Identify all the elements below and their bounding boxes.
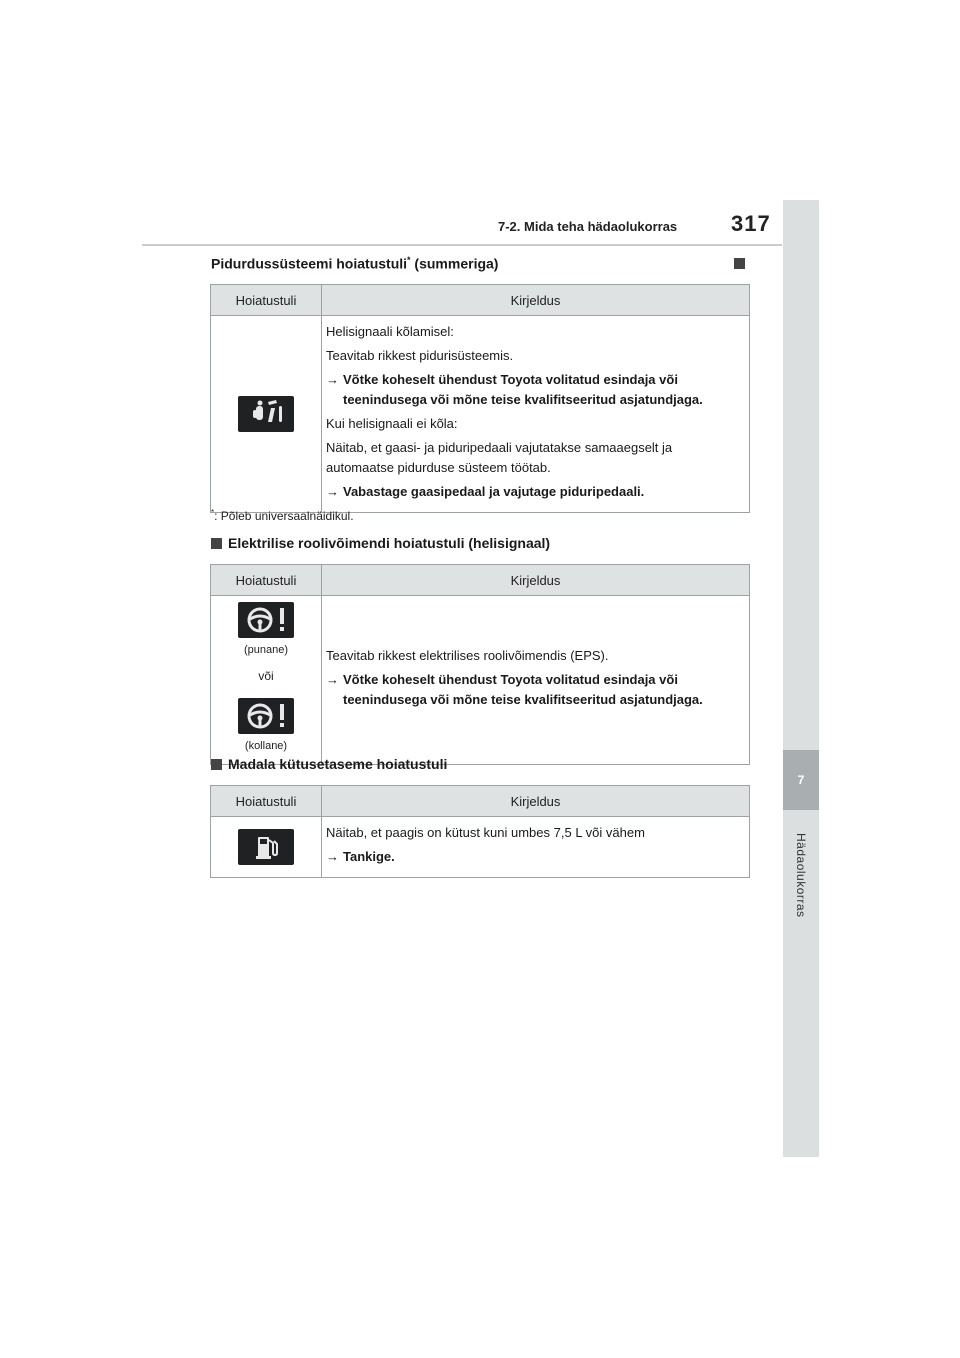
chapter-side-tab — [783, 200, 819, 1157]
text-line: Helisignaali kõlamisel: — [326, 324, 454, 339]
text-line: Näitab, et paagis on kütust kuni umbes 7,5 L või vähem — [326, 825, 645, 840]
chapter-number-tab[interactable]: 7 — [783, 750, 819, 810]
footnote-mark: * — [211, 508, 215, 517]
fuel-warning-table — [210, 785, 750, 878]
bullet-square-icon — [211, 538, 222, 549]
action-text: Võtke koheselt ühendust Toyota volitatud esindaja või teenindusega või mõne teise kvalifitseeritud asjatundjaga. — [343, 372, 703, 407]
action-line — [326, 370, 743, 410]
action-text: Tankige. — [343, 849, 395, 864]
col-header-description: Kirjeldus — [322, 786, 750, 817]
chapter-label — [790, 820, 812, 930]
action-line — [326, 670, 743, 710]
eps-warning-table — [210, 564, 750, 765]
description-cell — [322, 316, 750, 513]
caption-red: (punane) — [243, 644, 289, 656]
action-line — [326, 847, 743, 867]
table-row — [211, 316, 750, 513]
header-rule — [142, 244, 782, 246]
col-header-light: Hoiatustuli — [211, 565, 322, 596]
footnote-text: : Põleb universaalnäidikul. — [214, 509, 354, 523]
section-title-brake-suffix: (summeriga) — [410, 255, 499, 272]
text-line: Näitab, et gaasi- ja piduripedaali vajutatakse samaaegselt ja automaatse pidurduse süsteem töötab. — [326, 440, 673, 475]
arrow-icon: → — [326, 372, 339, 387]
page-number: 317 — [731, 211, 771, 236]
brake-warning-table — [210, 284, 750, 513]
arrow-icon: → — [326, 672, 339, 687]
brake-hold-warning-icon — [238, 396, 294, 432]
col-header-description: Kirjeldus — [322, 565, 750, 596]
fuel-pump-icon — [238, 829, 294, 865]
arrow-icon: → — [326, 849, 339, 864]
action-line — [326, 482, 743, 502]
chapter-label-text: Hädaolukorras — [794, 832, 808, 918]
section-end-square-icon — [734, 258, 745, 269]
caption-yellow: (kollane) — [244, 740, 288, 752]
description-cell — [322, 596, 750, 765]
section-title-brake-text: Pidurdussüsteemi hoiatustuli — [211, 255, 408, 272]
icon-cell — [211, 596, 322, 765]
icon-cell — [211, 817, 322, 878]
table-row — [211, 596, 750, 765]
footnote — [211, 508, 354, 523]
action-text: Vabastage gaasipedaal ja vajutage piduripedaali. — [343, 484, 645, 499]
icon-cell — [211, 316, 322, 513]
or-text: või — [258, 669, 274, 683]
header-section-title: 7-2. Mida teha hädaolukorras — [498, 219, 678, 234]
steering-warning-red-icon — [238, 602, 294, 638]
table-header-row — [211, 786, 750, 817]
col-header-description: Kirjeldus — [322, 285, 750, 316]
section-title-brake — [211, 255, 498, 272]
description-cell — [322, 817, 750, 878]
section-title-eps-text: Elektrilise roolivõimendi hoiatustuli (helisignaal) — [228, 535, 551, 551]
table-header-row — [211, 285, 750, 316]
col-header-light: Hoiatustuli — [211, 285, 322, 316]
text-line: Teavitab rikkest pidurisüsteemis. — [326, 348, 514, 363]
footnote-ref: * — [407, 255, 411, 265]
text-line: Teavitab rikkest elektrilises roolivõimendis (EPS). — [326, 648, 609, 663]
section-title-fuel-text: Madala kütusetaseme hoiatustuli — [228, 756, 448, 772]
section-title-eps — [211, 535, 550, 551]
text-line: Kui helisignaali ei kõla: — [326, 416, 458, 431]
table-header-row — [211, 565, 750, 596]
arrow-icon: → — [326, 484, 339, 499]
col-header-light: Hoiatustuli — [211, 786, 322, 817]
table-row — [211, 817, 750, 878]
action-text: Võtke koheselt ühendust Toyota volitatud esindaja või teenindusega või mõne teise kvalifitseeritud asjatundjaga. — [343, 672, 703, 707]
steering-warning-yellow-icon — [238, 698, 294, 734]
section-title-fuel — [211, 756, 447, 772]
bullet-square-icon — [211, 759, 222, 770]
